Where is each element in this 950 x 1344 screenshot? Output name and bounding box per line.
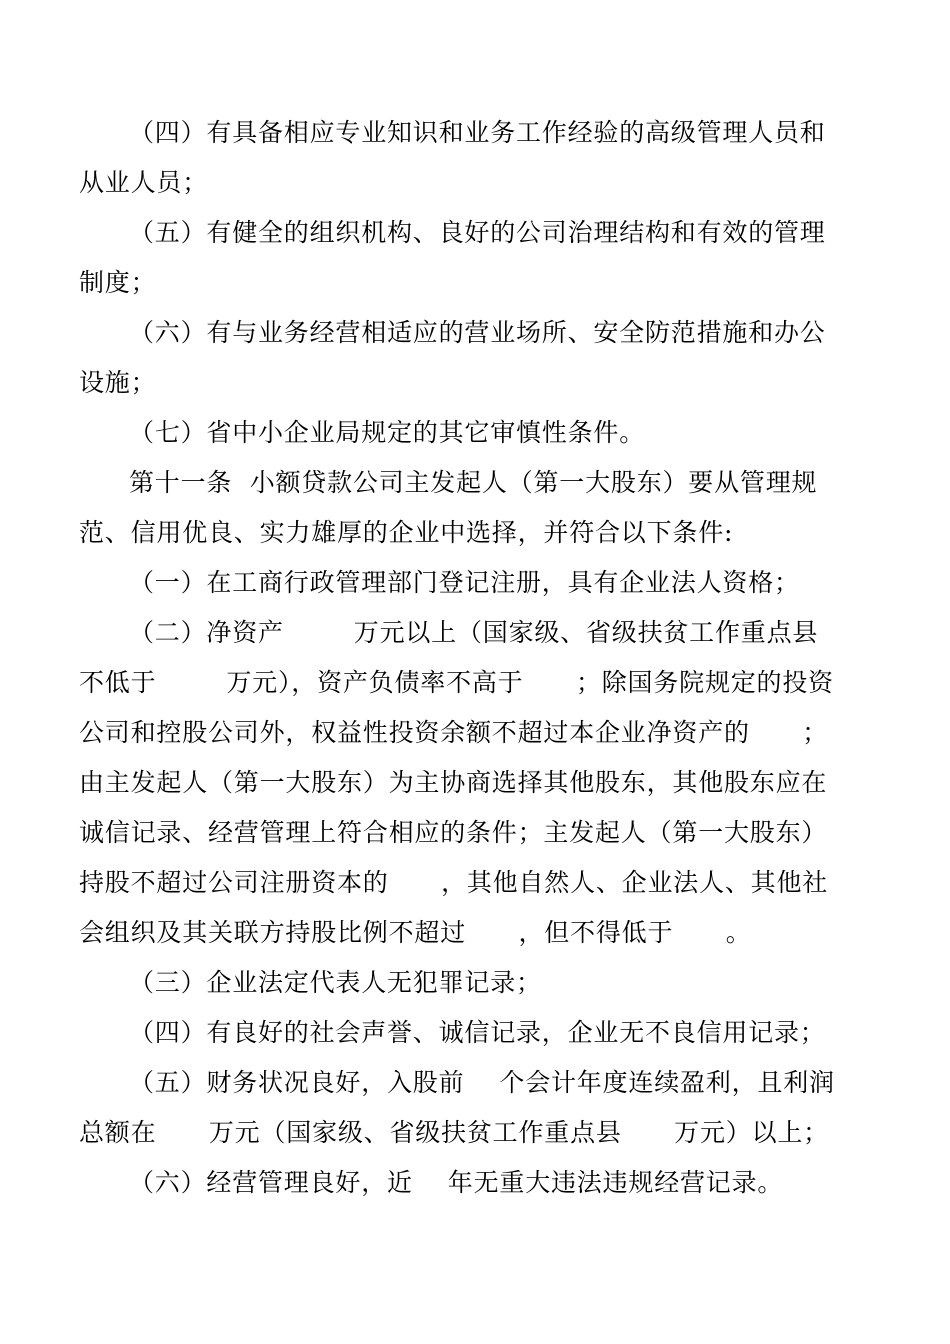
paragraph-line: （五）财务状况良好，入股前 个会计年度连续盈利，且利润 (129, 1068, 835, 1097)
paragraph-line: （四）有具备相应专业知识和业务工作经验的高级管理人员和 (129, 118, 826, 147)
paragraph-line: 诚信记录、经营管理上符合相应的条件；主发起人（第一大股东） (79, 818, 828, 847)
article-heading-line: 第十一条 小额贷款公司主发起人（第一大股东）要从管理规 (129, 468, 818, 497)
paragraph-line: 总额在 万元（国家级、省级扶贫工作重点县 万元）以上； (79, 1118, 829, 1147)
paragraph-line: 范、信用优良、实力雄厚的企业中选择，并符合以下条件: (79, 518, 734, 547)
paragraph-line: （五）有健全的组织机构、良好的公司治理结构和有效的管理 (129, 218, 826, 247)
paragraph-line: 设施； (79, 368, 157, 397)
paragraph-line: （六）经营管理良好，近 年无重大违法违规经营记录。 (129, 1168, 784, 1197)
paragraph-line: （七）省中小企业局规定的其它审慎性条件。 (129, 418, 646, 447)
paragraph-line: 会组织及其关联方持股比例不超过 ，但不得低于 。 (79, 918, 752, 947)
paragraph-line: 制度； (79, 268, 157, 297)
paragraph-line: 公司和控股公司外，权益性投资余额不超过本企业净资产的 ； (79, 718, 829, 747)
paragraph-line: （四）有良好的社会声誉、诚信记录，企业无不良信用记录； (129, 1018, 826, 1047)
paragraph-line: （一）在工商行政管理部门登记注册，具有企业法人资格； (129, 568, 800, 597)
paragraph-line: （二）净资产 万元以上（国家级、省级扶贫工作重点县 (129, 618, 819, 647)
paragraph-line: 由主发起人（第一大股东）为主协商选择其他股东，其他股东应在 (79, 768, 828, 797)
paragraph-line: （六）有与业务经营相适应的营业场所、安全防范措施和办公 (129, 318, 826, 347)
paragraph-line: 持股不超过公司注册资本的 ，其他自然人、企业法人、其他社 (79, 868, 829, 897)
paragraph-line: （三）企业法定代表人无犯罪记录； (129, 968, 542, 997)
paragraph-line: 不低于 万元），资产负债率不高于 ；除国务院规定的投资 (79, 668, 834, 697)
paragraph-line: 从业人员； (79, 168, 209, 197)
